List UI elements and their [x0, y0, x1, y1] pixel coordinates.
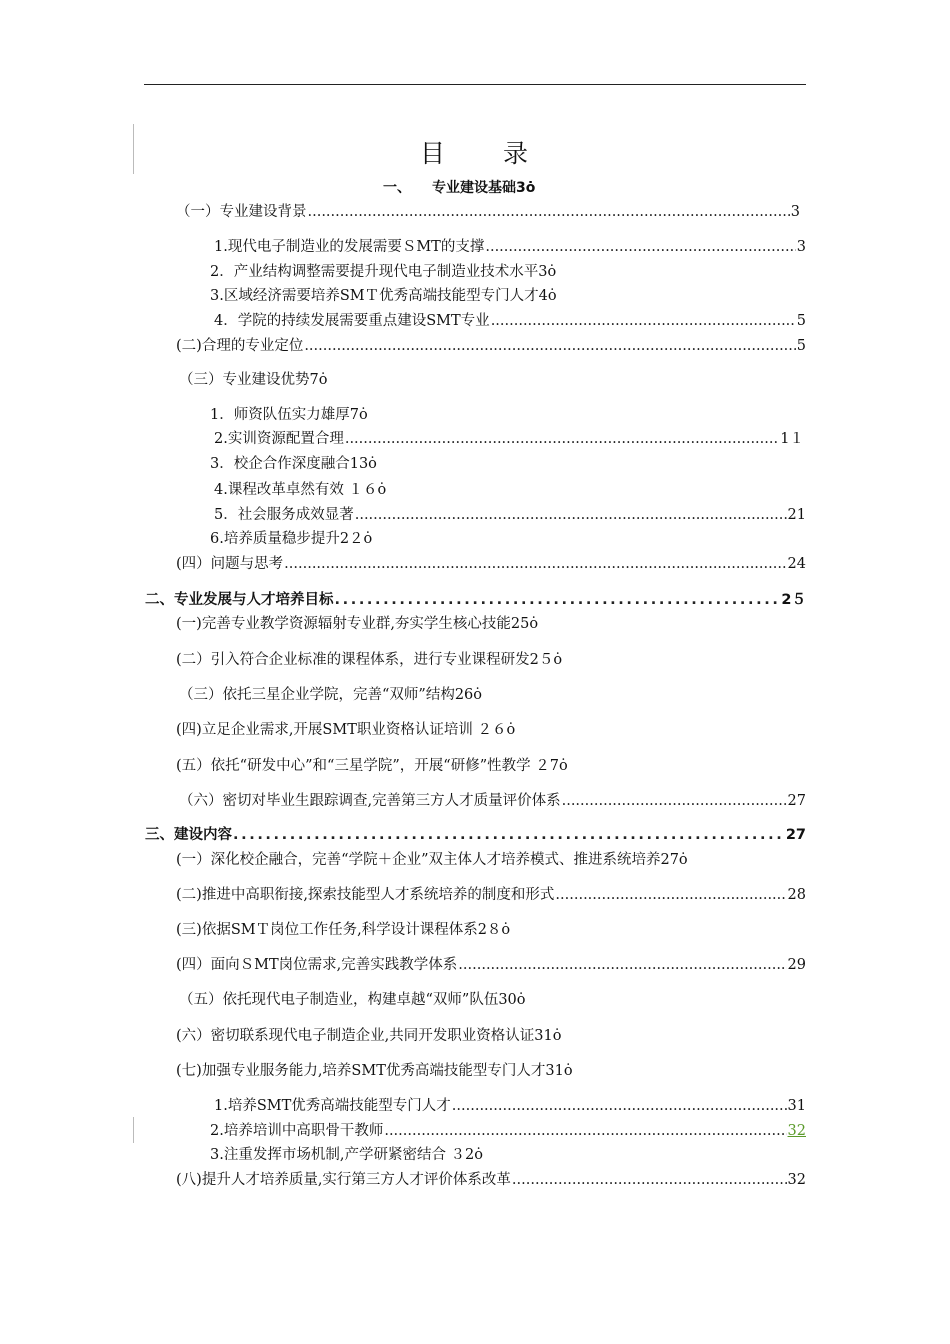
toc-entry[interactable]	[176, 851, 688, 869]
toc-entry-text: 1．师资队伍实力雄厚7ȯ	[210, 407, 368, 423]
toc-page-link[interactable]: 32	[787, 1123, 806, 1139]
toc-entry-text: （一）专业建设背景	[176, 204, 307, 220]
toc-entry-text: 2.实训资源配置合理	[214, 431, 344, 447]
toc-entry-text: (四）问题与思考	[176, 556, 284, 572]
toc-entry[interactable]	[176, 1171, 806, 1189]
toc-entry[interactable]	[214, 312, 806, 330]
toc-entry-text: 3.注重发挥市场机制,产学研紧密结合 ３2ȯ	[210, 1147, 484, 1163]
toc-page-number: 29	[787, 957, 806, 973]
title-char-2: 录	[503, 139, 531, 168]
toc-entry[interactable]	[176, 337, 806, 355]
toc-entry[interactable]	[210, 1146, 483, 1164]
header-rule	[144, 84, 806, 85]
toc-entry-text: (七)加强专业服务能力,培养SMT优秀高端技能型专门人才31ȯ	[176, 1063, 573, 1079]
margin-mark-bottom	[133, 1117, 134, 1143]
leader-dots	[458, 956, 786, 974]
leader-dots	[355, 506, 787, 524]
toc-entry[interactable]	[210, 287, 557, 305]
toc-entry[interactable]	[176, 757, 568, 775]
toc-entry-text: 3.区域经济需要培养SMＴ优秀高端技能型专门人才4ȯ	[210, 288, 557, 304]
toc-page-number: 1１	[780, 431, 804, 447]
leader-dots	[562, 792, 787, 810]
toc-entry-text: 一、 专业建设基础3ȯ	[383, 180, 536, 196]
toc-entry-text: 4.课程改革卓然有效 １６ȯ	[214, 482, 387, 498]
toc-entry[interactable]	[176, 615, 538, 633]
leader-dots	[304, 337, 795, 355]
toc-entry-text: 二、专业发展与人才培养目标	[145, 592, 334, 608]
leader-dots	[491, 312, 796, 330]
toc-entry-text: 三、建设内容	[145, 827, 232, 843]
toc-entry-text: 2.培养培训中高职骨干教师	[210, 1123, 384, 1139]
toc-entry-text: 6.培养质量稳步提升2２ȯ	[210, 531, 373, 547]
toc-entry[interactable]	[176, 203, 800, 221]
toc-entry[interactable]	[210, 1122, 806, 1140]
toc-page-number: 3	[796, 239, 806, 255]
toc-page-number: 5	[796, 313, 806, 329]
toc-section-2[interactable]	[145, 591, 806, 609]
leader-dots	[384, 1122, 786, 1140]
toc-entry-text: (二）引入符合企业标准的课程体系，进行专业课程研发2５ȯ	[176, 652, 563, 668]
toc-entry-text: (五）依托“研发中心”和“三星学院”，开展“研修”性教学 ２7ȯ	[176, 758, 568, 774]
toc-entry[interactable]	[214, 1097, 806, 1115]
leader-dots	[345, 430, 779, 448]
toc-entry-text: (二)推进中高职衔接,探索技能型人才系统培养的制度和形式	[176, 887, 555, 903]
toc-entry[interactable]	[210, 455, 377, 473]
toc-entry-text: （五）依托现代电子制造业，构建卓越“双师”队伍30ȯ	[179, 992, 526, 1008]
toc-entry-text: 1.培养SMT优秀高端技能型专门人才	[214, 1098, 451, 1114]
toc-page-number: 21	[787, 507, 806, 523]
leader-dots	[555, 886, 786, 904]
toc-page-number: 32	[787, 1172, 806, 1188]
toc-entry[interactable]	[214, 481, 386, 499]
toc-entry[interactable]	[214, 506, 806, 524]
toc-page-number: 2５	[781, 592, 806, 608]
leader-dots	[485, 238, 795, 256]
toc-entry-text: (一）深化校企融合，完善“学院＋企业”双主体人才培养模式、推进系统培养27ȯ	[176, 852, 688, 868]
toc-entry[interactable]	[210, 530, 372, 548]
toc-entry[interactable]	[179, 792, 806, 810]
toc-entry[interactable]	[179, 371, 327, 389]
toc-entry-text: 2．产业结构调整需要提升现代电子制造业技术水平3ȯ	[210, 264, 557, 280]
toc-entry[interactable]	[176, 1027, 561, 1045]
toc-entry[interactable]	[179, 991, 526, 1009]
toc-page-number: 27	[787, 793, 806, 809]
leader-dots	[452, 1097, 787, 1115]
toc-entry-text: (六）密切联系现代电子制造企业,共同开发职业资格认证31ȯ	[176, 1028, 562, 1044]
toc-entry-text: 4．学院的持续发展需要重点建设SMT专业	[214, 313, 490, 329]
toc-entry[interactable]	[176, 886, 806, 904]
toc-entry-text: (四）面向ＳMT岗位需求,完善实践教学体系	[176, 957, 458, 973]
toc-entry[interactable]	[214, 238, 806, 256]
toc-entry[interactable]	[176, 956, 806, 974]
toc-entry-text: （三）专业建设优势7ȯ	[179, 372, 328, 388]
toc-entry-text: 1.现代电子制造业的发展需要ＳMT的支撑	[214, 239, 485, 255]
toc-page-number: 5	[796, 338, 806, 354]
toc-entry[interactable]	[176, 721, 515, 739]
leader-dots	[308, 203, 790, 221]
toc-entry-text: (三)依据SMＴ岗位工作任务,科学设计课程体系2８ȯ	[176, 922, 511, 938]
toc-entry[interactable]	[176, 1062, 573, 1080]
toc-page-number: 3	[790, 204, 800, 220]
toc-page-number: 27	[785, 827, 806, 843]
toc-page-number: 31	[787, 1098, 806, 1114]
toc-entry[interactable]	[176, 555, 806, 573]
title-char-1: 目	[419, 139, 447, 168]
leader-dots	[335, 591, 781, 609]
leader-dots	[284, 555, 786, 573]
page-title	[0, 134, 950, 170]
toc-page-number: 24	[787, 556, 806, 572]
toc-page-number: 28	[787, 887, 806, 903]
toc-section-1[interactable]	[383, 179, 535, 197]
toc-entry[interactable]	[210, 263, 556, 281]
leader-dots	[233, 826, 785, 844]
toc-entry-text: (二)合理的专业定位	[176, 338, 304, 354]
toc-entry-text: （三）依托三星企业学院，完善“双师”结构26ȯ	[179, 687, 483, 703]
toc-entry-text: 3．校企合作深度融合13ȯ	[210, 456, 377, 472]
toc-entry[interactable]	[176, 921, 510, 939]
toc-entry-text: 5．社会服务成效显著	[214, 507, 354, 523]
toc-entry[interactable]	[210, 406, 368, 424]
leader-dots	[512, 1171, 787, 1189]
toc-entry[interactable]	[179, 686, 482, 704]
toc-section-3[interactable]	[145, 826, 806, 844]
toc-entry-text: (四)立足企业需求,开展SMT职业资格认证培训 ２６ȯ	[176, 722, 516, 738]
toc-entry[interactable]	[214, 430, 804, 448]
toc-entry-text: (一)完善专业教学资源辐射专业群,夯实学生核心技能25ȯ	[176, 616, 539, 632]
toc-entry-text: (八)提升人才培养质量,实行第三方人才评价体系改革	[176, 1172, 511, 1188]
toc-entry-text: （六）密切对毕业生跟踪调查,完善第三方人才质量评价体系	[179, 793, 561, 809]
toc-entry[interactable]	[176, 651, 562, 669]
